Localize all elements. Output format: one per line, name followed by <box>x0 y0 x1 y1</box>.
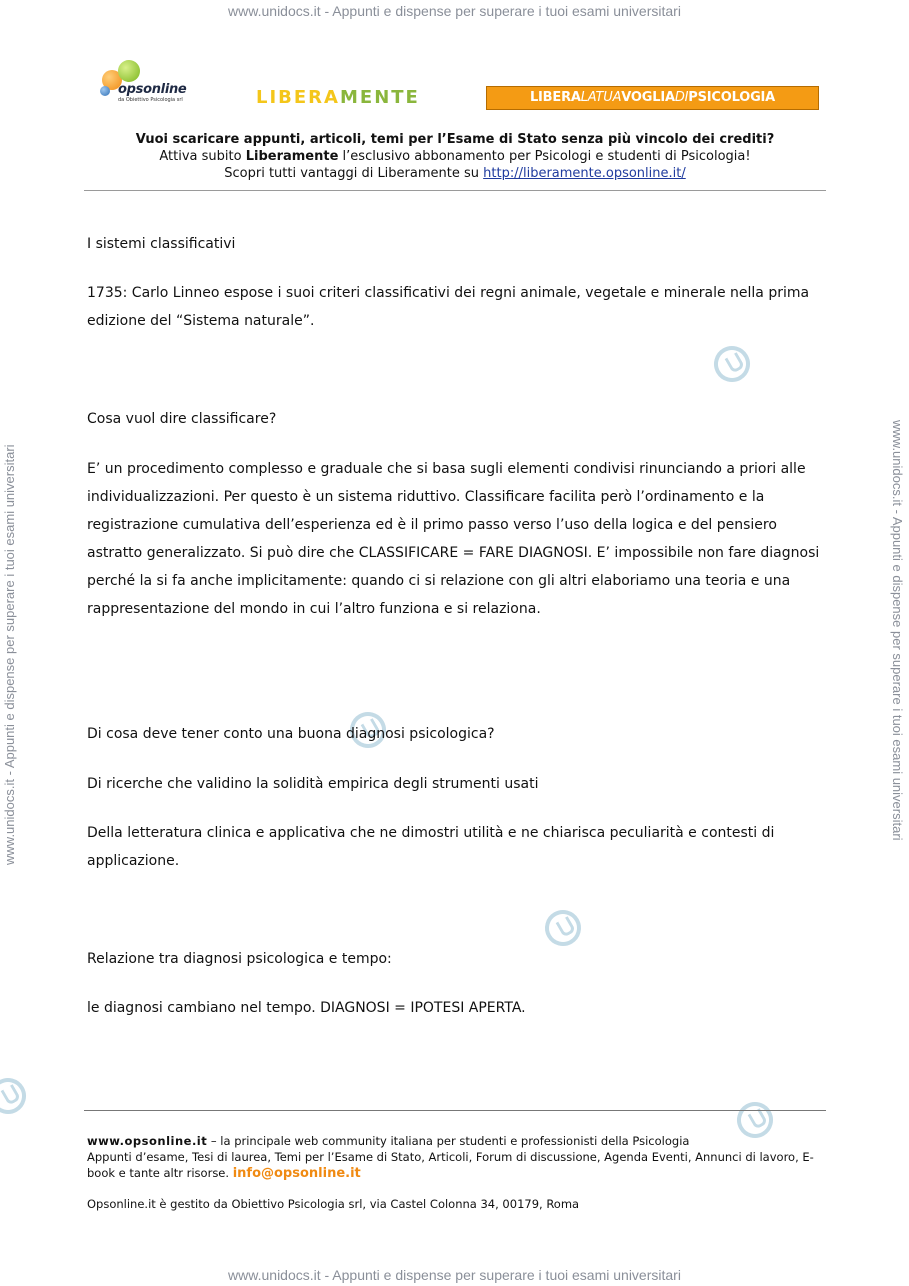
promo-brand: Liberamente <box>245 149 339 164</box>
slogan-box <box>486 86 819 110</box>
footer-site-link[interactable]: www.opsonline.it <box>87 1134 208 1148</box>
slogan-word: TUA <box>595 90 622 105</box>
liberamente-wordmark <box>256 87 420 108</box>
footer-text: – la principale web community italiana per studenti e professionisti della Psicologia <box>207 1134 690 1148</box>
paragraph: 1735: Carlo Linneo espose i suoi criteri classificativi dei regni animale, vegetale e minerale nella prima edizione del “Sistema naturale”. <box>87 285 810 329</box>
watermark-bottom: www.unidocs.it - Appunti e dispense per superare i tuoi esami universitari <box>228 1267 681 1283</box>
footer-divider <box>84 1110 826 1111</box>
question-heading: Cosa vuol dire classificare? <box>87 411 277 427</box>
brand-part-mente: MENTE <box>339 87 420 108</box>
opsonline-logo[interactable] <box>100 58 240 108</box>
promo-line-3 <box>84 165 826 182</box>
liberamente-banner[interactable] <box>256 86 819 110</box>
liberamente-link[interactable]: http://liberamente.opsonline.it/ <box>483 166 686 181</box>
promo-line-2 <box>84 148 826 165</box>
paragraph: Di ricerche che validino la solidità empirica degli strumenti usati <box>87 776 539 792</box>
watermark-top: www.unidocs.it - Appunti e dispense per superare i tuoi esami universitari <box>228 3 681 19</box>
slogan-word: DI <box>674 90 689 105</box>
logo-green-ball-icon <box>118 60 140 82</box>
unidocs-watermark-icon <box>0 1071 33 1120</box>
promo-text: Attiva subito <box>159 149 246 164</box>
question-heading: Di cosa deve tener conto una buona diagnosi psicologica? <box>87 726 495 742</box>
logo-blue-ball-icon <box>100 86 110 96</box>
footer-line-2 <box>87 1149 827 1182</box>
footer-text: Appunti d’esame, Tesi di laurea, Temi per l’Esame di Stato, Articoli, Forum di discussione, Agenda Eventi, Annunci di lavoro, E-book e tante altr risorse. <box>87 1150 814 1180</box>
paragraph: E’ un procedimento complesso e graduale che si basa sugli elementi condivisi rinunciando a priori alle individualizzazioni. Per questo è un sistema riduttivo. Classificare facilita però l’ordinamento e la registrazione cumulativa dell’esperienza ed è il primo passo verso l’uso della logica e del pensiero astratto generalizzato. Si può dire che CLASSIFICARE = FARE DIAGNOSI. E’ impossibile non fare diagnosi perché la si fa anche implicitamente: quando ci si relazione con gli altri elaboriamo una teoria e una rappresentazione del mondo in cui l’altro funziona e si relaziona. <box>87 461 820 617</box>
watermark-left: www.unidocs.it - Appunti e dispense per superare i tuoi esami universitari <box>2 444 17 865</box>
slogan-word: LA <box>580 90 596 105</box>
slogan-word: VOGLIA <box>621 90 675 105</box>
paragraph: le diagnosi cambiano nel tempo. DIAGNOSI = IPOTESI APERTA. <box>87 1000 526 1016</box>
promo-headline: Vuoi scaricare appunti, articoli, temi per l’Esame di Stato senza più vincolo dei crediti? <box>135 132 775 147</box>
header-divider <box>84 190 826 191</box>
footer-managed-by: Opsonline.it è gestito da Obiettivo Psicologia srl, via Castel Colonna 34, 00179, Roma <box>87 1197 580 1211</box>
promo-text: l’esclusivo abbonamento per Psicologi e studenti di Psicologia! <box>338 149 751 164</box>
promo-text: Scopri tutti vantaggi di Liberamente su <box>224 166 484 181</box>
footer-line-1 <box>87 1133 827 1149</box>
unidocs-watermark-icon <box>707 339 756 388</box>
footer <box>87 1133 827 1211</box>
footer-email-link[interactable]: info@opsonline.it <box>232 1166 361 1181</box>
section-title: I sistemi classificativi <box>87 236 236 252</box>
slogan-word: PSICOLOGIA <box>688 90 776 105</box>
paragraph: Della letteratura clinica e applicativa che ne dimostri utilità e ne chiarisca peculiarità e contesti di applicazione. <box>87 825 775 869</box>
brand-part-libera: LIBERA <box>256 87 340 108</box>
question-heading: Relazione tra diagnosi psicologica e tempo: <box>87 951 392 967</box>
slogan-word: LIBERA <box>529 90 581 105</box>
logo-subtext: da Obiettivo Psicologia srl <box>118 97 183 103</box>
logo-wordmark: opsonline <box>118 82 187 97</box>
promo-block <box>84 131 826 182</box>
watermark-right: www.unidocs.it - Appunti e dispense per superare i tuoi esami universitari <box>890 420 905 841</box>
